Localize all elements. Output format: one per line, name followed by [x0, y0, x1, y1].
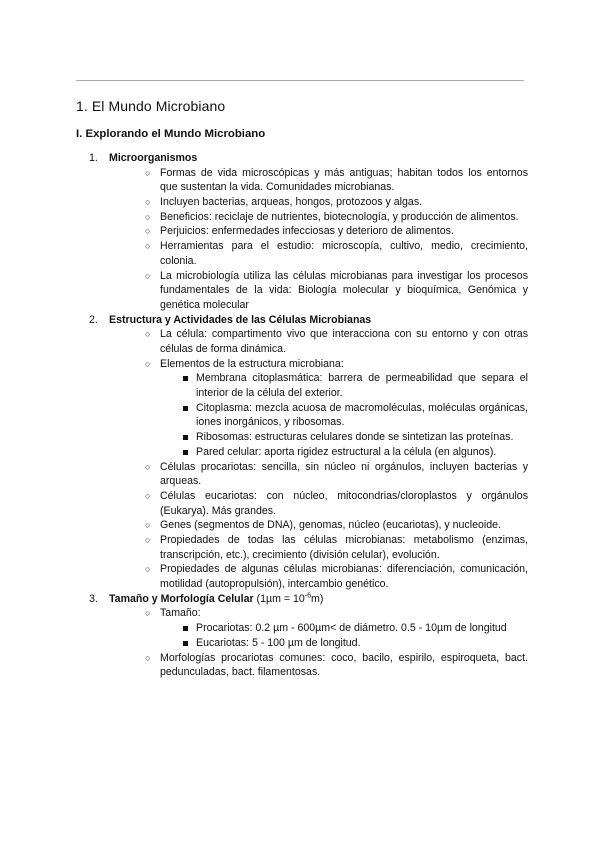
item-title: Tamaño y Morfología Celular	[109, 592, 254, 605]
section-heading: I. Explorando el Mundo Microbiano	[76, 128, 266, 140]
nested-item: Eucariotas: 5 - 100 µm de longitud.	[182, 636, 528, 651]
nested-list	[160, 371, 528, 459]
sub-item: ○ Formas de vida microscópicas y más antiguas; habitan todos los entornos que sustentan la vida. Comunidades microbianas.	[145, 166, 528, 195]
item-number: 1.	[89, 152, 98, 164]
nested-item: Procariotas: 0.2 µm - 600µm< de diámetro. 0.5 - 10µm de longitud	[182, 621, 528, 636]
sub-list	[109, 606, 528, 680]
sub-item: ○ La microbiología utiliza las células microbianas para investigar los procesos fundamentales de la vida: Biología molecular y bioquímica, Genómica y genética molecular	[145, 269, 528, 313]
item-title: Microorganismos	[109, 152, 198, 164]
sub-item: ○ Genes (segmentos de DNA), genomas, núcleo (eucariotas), y nucleoide.	[145, 518, 528, 533]
sub-item: ○ Morfologías procariotas comunes: coco, bacilo, espirilo, espiroqueta, bact. pedunculadas, bact. filamentosas.	[145, 651, 528, 680]
sub-item-tamano	[145, 606, 528, 650]
title-suffix-open: (1µm = 10	[253, 592, 305, 605]
sub-item-text: Elementos de la estructura microbiana:	[160, 357, 344, 370]
sub-item: ○ Perjuicios: enfermedades infecciosas y deterioro de alimentos.	[145, 224, 528, 239]
sub-item: ○ Herramientas para el estudio: microscopía, cultivo, medio, crecimiento, colonia.	[145, 239, 528, 268]
main-list	[76, 151, 528, 680]
sub-item: ○ Células procariotas: sencilla, sin núcleo ni orgánulos, incluyen bacterias y arqueas.	[145, 460, 528, 489]
sub-item-text: Tamaño:	[160, 607, 201, 620]
sub-item: ○ Propiedades de todas las células microbianas: metabolismo (enzimas, transcripción, etc.), crecimiento (división celular), evolución.	[145, 533, 528, 562]
title-suffix-close: m)	[311, 592, 324, 605]
list-item-tamano	[76, 592, 528, 680]
list-item-microorganismos	[76, 151, 528, 313]
nested-item: Ribosomas: estructuras celulares donde se sintetizan las proteínas.	[182, 430, 528, 445]
document-body	[76, 98, 528, 680]
nested-list	[160, 621, 528, 650]
list-item-estructura	[76, 313, 528, 592]
nested-item: Pared celular: aporta rigidez estructural a la célula (en algunos).	[182, 445, 528, 460]
document-title: 1. El Mundo Microbiano	[76, 98, 226, 114]
sub-list	[109, 327, 528, 592]
sub-item-elementos	[145, 357, 528, 460]
sub-list	[109, 166, 528, 313]
item-number: 2.	[89, 313, 98, 326]
nested-item: Membrana citoplasmática: barrera de permeabilidad que separa el interior de la célula del exterior.	[182, 371, 528, 400]
item-title: Estructura y Actividades de las Células Microbianas	[109, 313, 372, 326]
sub-item: ○ La célula: compartimento vivo que interacciona con su entorno y con otras células de forma dinámica.	[145, 327, 528, 356]
item-number: 3.	[89, 592, 98, 605]
sub-item: ○ Células eucariotas: con núcleo, mitocondrias/cloroplastos y orgánulos (Eukarya). Más grandes.	[145, 489, 528, 518]
sub-item: ○ Incluyen bacterias, arqueas, hongos, protozoos y algas.	[145, 195, 528, 210]
sub-item: ○ Propiedades de algunas células microbianas: diferenciación, comunicación, motilidad (autopropulsión), intercambio genético.	[145, 562, 528, 591]
sub-item: ○ Beneficios: reciclaje de nutrientes, biotecnología, y producción de alimentos.	[145, 210, 528, 225]
nested-item: Citoplasma: mezcla acuosa de macromoléculas, moléculas orgánicas, iones inorgánicos, y ribosomas.	[182, 401, 528, 430]
title-suffix-exponent: -6	[304, 592, 311, 600]
top-divider	[76, 80, 524, 81]
